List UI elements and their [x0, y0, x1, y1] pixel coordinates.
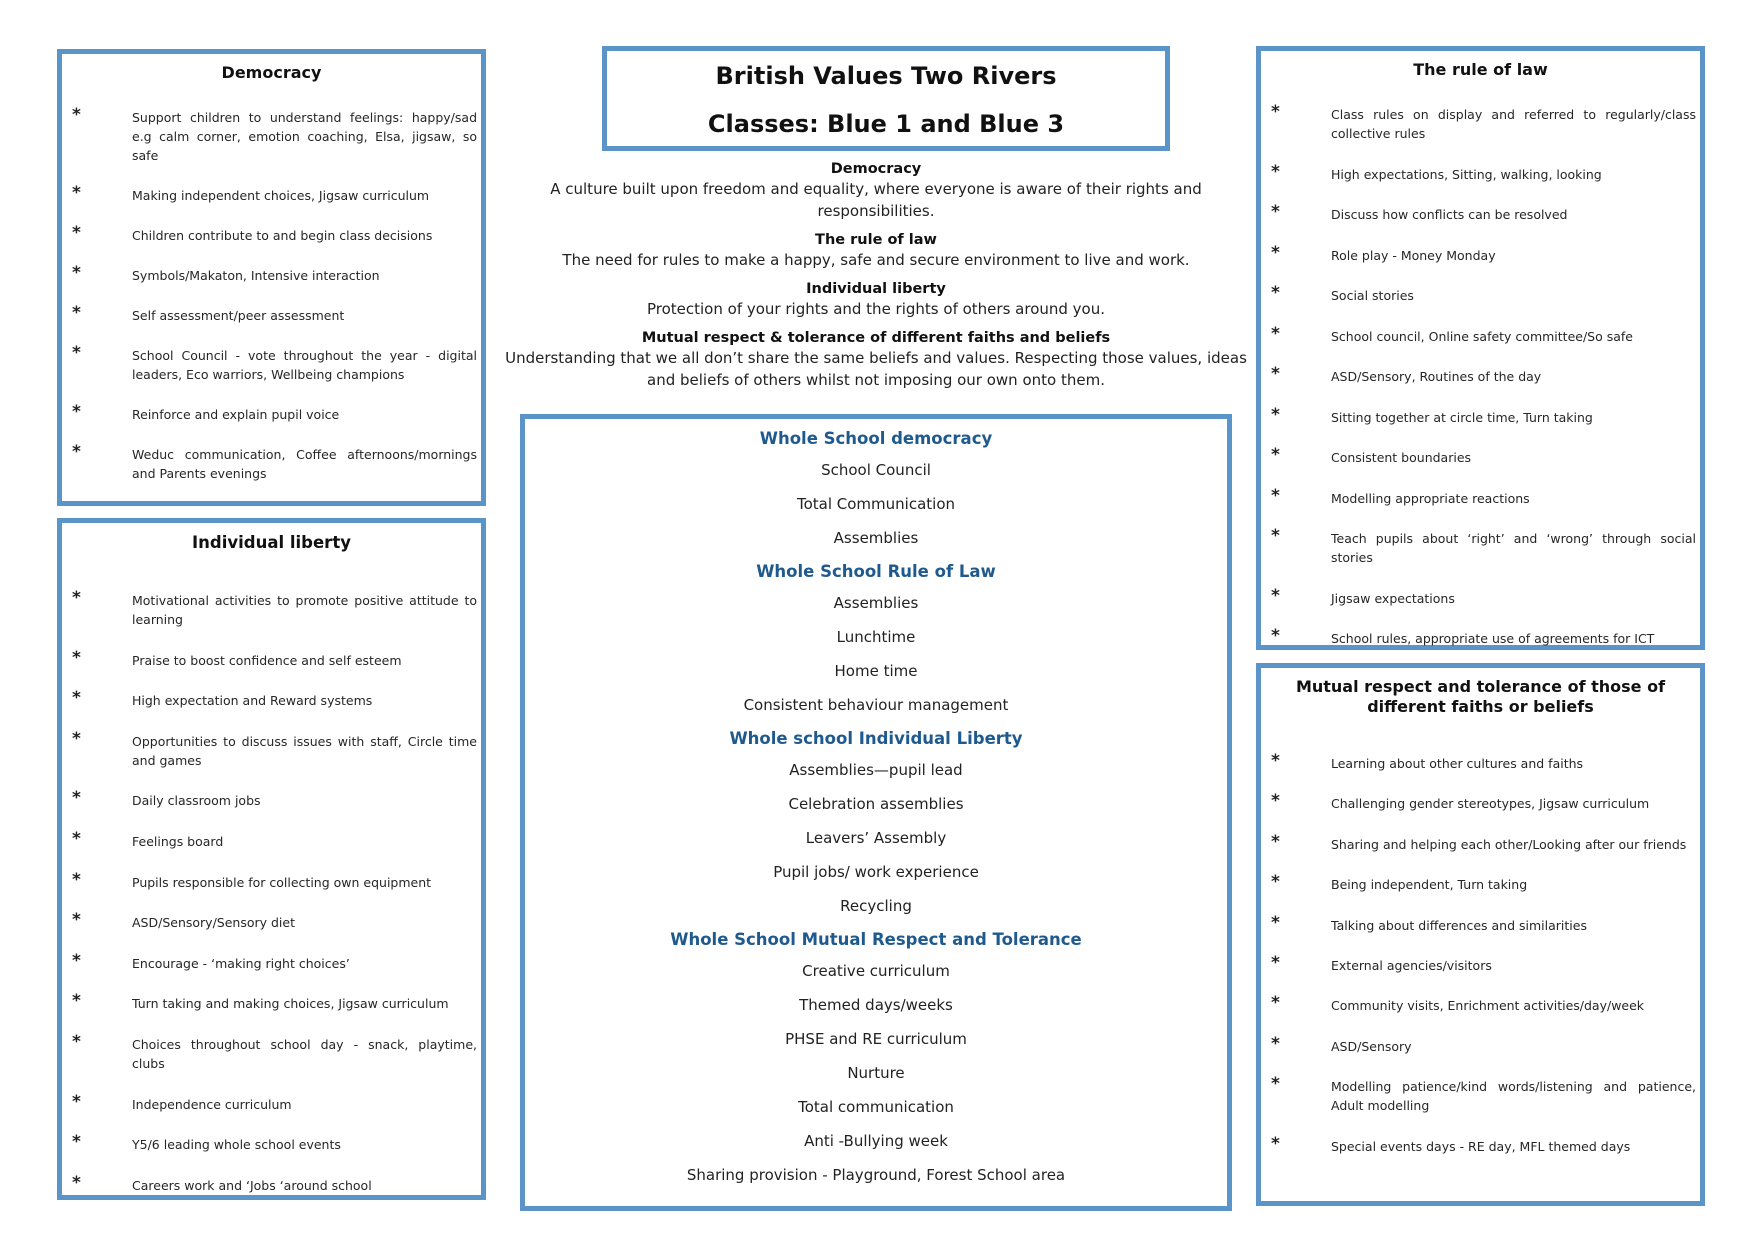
asterisk-bullet-icon: *: [1271, 585, 1280, 606]
list-item: [72, 588, 477, 629]
list-item: [72, 728, 477, 770]
list-item-text: Turn taking and making choices, Jigsaw curriculum: [132, 996, 449, 1012]
asterisk-bullet-icon: *: [72, 402, 81, 422]
list-item-text: Learning about other cultures and faiths: [1331, 756, 1584, 771]
democracy-panel: [57, 49, 486, 506]
list-item-text: Challenging gender stereotypes, Jigsaw curriculum: [1331, 796, 1650, 812]
list-item: [1271, 485, 1696, 508]
asterisk-bullet-icon: *: [72, 183, 81, 203]
asterisk-bullet-icon: *: [72, 788, 81, 809]
list-item: [1271, 626, 1696, 648]
asterisk-bullet-icon: *: [72, 343, 81, 363]
list-item-text: Discuss how conflicts can be resolved: [1331, 207, 1568, 222]
asterisk-bullet-icon: *: [72, 223, 81, 243]
asterisk-bullet-icon: *: [72, 728, 81, 749]
list-item: [1271, 1074, 1696, 1115]
list-item-text: Making independent choices, Jigsaw curriculum: [132, 188, 430, 203]
list-item-text: Teach pupils about ‘right’ and ‘wrong’ through social stories: [1331, 531, 1696, 565]
list-item: [1271, 102, 1696, 143]
democracy-list: [72, 105, 477, 504]
asterisk-bullet-icon: *: [1271, 323, 1280, 344]
list-item: [72, 1172, 477, 1195]
asterisk-bullet-icon: *: [1271, 831, 1280, 852]
list-item-text: ASD/Sensory/Sensory diet: [132, 915, 295, 931]
list-item: [1271, 202, 1696, 224]
asterisk-bullet-icon: *: [1271, 283, 1280, 303]
list-item-text: ASD/Sensory, Routines of the day: [1331, 369, 1542, 384]
list-item-text: Modelling patience/kind words/listening and patience, Adult modelling: [1331, 1079, 1696, 1114]
list-item: [72, 442, 477, 483]
list-item: [72, 263, 477, 285]
asterisk-bullet-icon: *: [1271, 364, 1280, 384]
mutual-respect-panel: [1256, 663, 1705, 1206]
list-item-text: Opportunities to discuss issues with staff, Circle time and games: [132, 733, 477, 768]
asterisk-bullet-icon: *: [1271, 102, 1280, 122]
asterisk-bullet-icon: *: [1271, 791, 1280, 812]
list-item-text: Reinforce and explain pupil voice: [132, 407, 340, 422]
asterisk-bullet-icon: *: [1271, 404, 1280, 425]
list-item-text: Role play - Money Monday: [1331, 247, 1496, 263]
whole-school-item: Creative curriculum: [802, 962, 950, 980]
asterisk-bullet-icon: *: [1271, 1133, 1280, 1154]
definition-rule-of-law: [502, 231, 1250, 271]
whole-school-item: PHSE and RE curriculum: [785, 1030, 967, 1048]
list-item: [72, 1091, 477, 1114]
whole-school-item: Assemblies: [833, 594, 919, 612]
list-item-text: Sitting together at circle time, Turn taking: [1331, 409, 1593, 425]
list-item: [1271, 585, 1696, 608]
asterisk-bullet-icon: *: [1271, 1074, 1280, 1095]
whole-school-item: Sharing provision - Playground, Forest School area: [686, 1166, 1066, 1184]
page-title: British Values Two Rivers: [715, 62, 1057, 90]
list-item: [1271, 323, 1696, 346]
whole-school-item: Home time: [834, 662, 918, 680]
list-item: [72, 223, 477, 245]
whole-school-item: Nurture: [847, 1064, 905, 1082]
definitions-section: [502, 160, 1250, 400]
asterisk-bullet-icon: *: [1271, 1033, 1280, 1054]
list-item: [1271, 445, 1696, 467]
list-item-text: Self assessment/peer assessment: [132, 308, 345, 323]
whole-school-heading: Whole school Individual Liberty: [729, 729, 1023, 748]
list-item-text: High expectation and Reward systems: [132, 693, 373, 709]
list-item-text: School council, Online safety committee/So safe: [1331, 328, 1633, 344]
asterisk-bullet-icon: *: [72, 1031, 81, 1052]
list-item-text: Special events days - RE day, MFL themed days: [1331, 1138, 1631, 1154]
individual-liberty-title: Individual liberty: [192, 533, 351, 552]
list-item: [72, 910, 477, 932]
list-item: [72, 950, 477, 973]
list-item: [1271, 283, 1696, 305]
list-item: [1271, 831, 1696, 854]
asterisk-bullet-icon: *: [72, 991, 81, 1012]
whole-school-panel: [520, 414, 1232, 1211]
asterisk-bullet-icon: *: [1271, 161, 1280, 182]
definition-heading: Individual liberty: [806, 281, 946, 297]
whole-school-item: Total Communication: [796, 495, 956, 513]
list-item: [72, 105, 477, 165]
list-item-text: Y5/6 leading whole school events: [132, 1137, 341, 1153]
list-item-text: Daily classroom jobs: [132, 793, 261, 809]
title-panel: [602, 46, 1170, 151]
list-item: [1271, 751, 1696, 773]
whole-school-item: Assemblies—pupil lead: [789, 761, 963, 779]
list-item-text: External agencies/visitors: [1331, 957, 1492, 973]
whole-school-item: Recycling: [840, 897, 912, 915]
asterisk-bullet-icon: *: [1271, 872, 1280, 893]
list-item: [1271, 872, 1696, 894]
definition-heading: The rule of law: [815, 232, 937, 248]
list-item: [72, 688, 477, 710]
list-item: [72, 869, 477, 892]
list-item-text: Support children to understand feelings: happy/sad e.g calm corner, emotion coaching, Elsa, jigsaw, so safe: [132, 110, 477, 163]
list-item-text: Children contribute to and begin class decisions: [132, 228, 433, 243]
list-item: [72, 1031, 477, 1073]
list-item-text: Sharing and helping each other/Looking after our friends: [1331, 836, 1687, 852]
rule-of-law-panel: [1256, 46, 1705, 650]
list-item-text: Careers work and ‘Jobs ‘around school: [132, 1177, 372, 1193]
list-item: [72, 1132, 477, 1154]
mutual-respect-title: Mutual respect and tolerance of those of different faiths or beliefs: [1295, 677, 1666, 716]
list-item: [72, 183, 477, 205]
asterisk-bullet-icon: *: [72, 688, 81, 709]
list-item-text: Independence curriculum: [132, 1096, 292, 1112]
whole-school-heading: Whole School democracy: [759, 429, 993, 448]
definition-heading: Mutual respect & tolerance of different faiths and beliefs: [641, 330, 1111, 346]
asterisk-bullet-icon: *: [72, 263, 81, 283]
asterisk-bullet-icon: *: [1271, 445, 1280, 465]
definition-heading: Democracy: [830, 161, 922, 177]
list-item-text: Talking about differences and similarities: [1331, 917, 1587, 933]
asterisk-bullet-icon: *: [72, 910, 81, 931]
definition-individual-liberty: [502, 280, 1250, 320]
whole-school-content: [525, 419, 1227, 1186]
whole-school-heading: Whole School Mutual Respect and Tolerance: [670, 930, 1082, 949]
whole-school-item: Lunchtime: [836, 628, 916, 646]
list-item-text: Choices throughout school day - snack, playtime, clubs: [132, 1036, 477, 1071]
definition-democracy: [502, 160, 1250, 222]
list-item-text: Modelling appropriate reactions: [1331, 490, 1530, 506]
asterisk-bullet-icon: *: [72, 1172, 81, 1193]
list-item-text: Encourage - ‘making right choices’: [132, 955, 350, 971]
asterisk-bullet-icon: *: [1271, 202, 1280, 222]
list-item: [1271, 404, 1696, 427]
definition-text: Protection of your rights and the rights of others around you.: [646, 300, 1105, 318]
rule-of-law-list: [1271, 102, 1696, 670]
asterisk-bullet-icon: *: [72, 442, 81, 462]
list-item: [1271, 364, 1696, 386]
list-item-text: Class rules on display and referred to regularly/class collective rules: [1331, 107, 1696, 141]
individual-liberty-panel: [57, 518, 486, 1200]
list-item-text: Pupils responsible for collecting own equipment: [132, 874, 432, 890]
asterisk-bullet-icon: *: [1271, 751, 1280, 771]
asterisk-bullet-icon: *: [1271, 485, 1280, 506]
democracy-title: Democracy: [221, 63, 322, 82]
list-item: [72, 402, 477, 424]
list-item-text: Symbols/Makaton, Intensive interaction: [132, 268, 380, 283]
whole-school-item: Consistent behaviour management: [743, 696, 1009, 714]
list-item: [1271, 242, 1696, 265]
list-item: [72, 303, 477, 325]
list-item-text: Weduc communication, Coffee afternoons/mornings and Parents evenings: [132, 447, 477, 481]
rule-of-law-title: The rule of law: [1413, 60, 1548, 79]
whole-school-heading: Whole School Rule of Law: [756, 562, 996, 581]
asterisk-bullet-icon: *: [72, 1132, 81, 1153]
asterisk-bullet-icon: *: [72, 1091, 81, 1112]
asterisk-bullet-icon: *: [1271, 526, 1280, 546]
whole-school-item: Anti -Bullying week: [804, 1132, 948, 1150]
whole-school-item: Themed days/weeks: [799, 996, 953, 1014]
list-item-text: School rules, appropriate use of agreements for ICT: [1331, 631, 1655, 646]
list-item-text: School Council - vote throughout the year - digital leaders, Eco warriors, Wellbeing champions: [132, 348, 477, 382]
list-item: [1271, 952, 1696, 975]
mutual-respect-list: [1271, 751, 1696, 1177]
asterisk-bullet-icon: *: [1271, 952, 1280, 973]
asterisk-bullet-icon: *: [1271, 626, 1280, 646]
definition-text: Understanding that we all don’t share the same beliefs and values. Respecting those values, ideas and beliefs of others whilst not imposing our own onto them.: [505, 349, 1247, 389]
definition-text: The need for rules to make a happy, safe and secure environment to live and work.: [562, 251, 1190, 269]
whole-school-item: Leavers’ Assembly: [805, 829, 947, 847]
asterisk-bullet-icon: *: [72, 950, 81, 971]
list-item-text: High expectations, Sitting, walking, looking: [1331, 166, 1602, 182]
list-item: [1271, 1033, 1696, 1056]
list-item: [72, 788, 477, 810]
asterisk-bullet-icon: *: [72, 105, 81, 125]
whole-school-item: Assemblies: [833, 529, 919, 547]
list-item-text: Being independent, Turn taking: [1331, 877, 1528, 893]
individual-liberty-list: [72, 588, 477, 1216]
list-item: [1271, 526, 1696, 567]
list-item: [1271, 161, 1696, 184]
list-item-text: Social stories: [1331, 288, 1414, 303]
definition-mutual-respect: [502, 329, 1250, 391]
list-item: [1271, 912, 1696, 935]
list-item: [72, 828, 477, 851]
list-item-text: ASD/Sensory: [1331, 1038, 1412, 1054]
whole-school-item: School Council: [821, 461, 931, 479]
asterisk-bullet-icon: *: [72, 828, 81, 849]
page-subtitle: Classes: Blue 1 and Blue 3: [707, 110, 1065, 138]
list-item-text: Motivational activities to promote positive attitude to learning: [132, 593, 477, 627]
list-item-text: Jigsaw expectations: [1331, 590, 1455, 606]
asterisk-bullet-icon: *: [72, 588, 81, 608]
list-item: [1271, 1133, 1696, 1156]
list-item-text: Feelings board: [132, 833, 224, 849]
list-item-text: Consistent boundaries: [1331, 450, 1472, 465]
asterisk-bullet-icon: *: [72, 869, 81, 890]
list-item: [72, 343, 477, 384]
asterisk-bullet-icon: *: [1271, 912, 1280, 933]
asterisk-bullet-icon: *: [72, 647, 81, 668]
asterisk-bullet-icon: *: [72, 303, 81, 323]
list-item: [1271, 791, 1696, 813]
list-item: [72, 647, 477, 670]
list-item: [72, 991, 477, 1013]
whole-school-item: Pupil jobs/ work experience: [773, 863, 979, 881]
list-item: [1271, 993, 1696, 1015]
asterisk-bullet-icon: *: [1271, 993, 1280, 1014]
whole-school-item: Total communication: [798, 1098, 954, 1116]
list-item-text: Community visits, Enrichment activities/day/week: [1331, 998, 1645, 1014]
list-item-text: Praise to boost confidence and self esteem: [132, 652, 402, 668]
whole-school-item: Celebration assemblies: [788, 795, 964, 813]
definition-text: A culture built upon freedom and equality, where everyone is aware of their rights and responsibilities.: [550, 180, 1202, 220]
asterisk-bullet-icon: *: [1271, 242, 1280, 263]
